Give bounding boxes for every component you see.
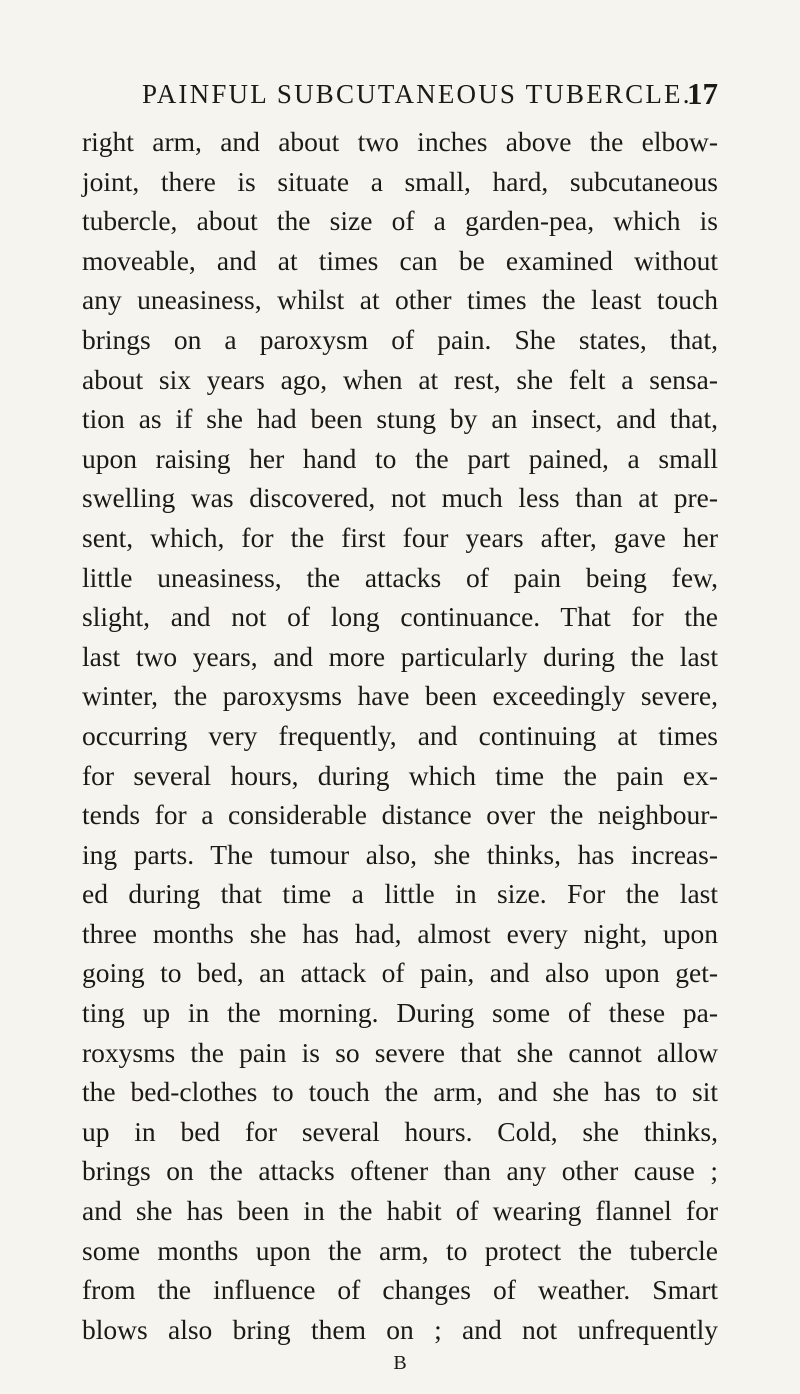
text-line: slight, and not of long continuance. That for the xyxy=(82,601,718,633)
text-line: brings on a paroxysm of pain. She states, that, xyxy=(82,323,718,355)
body-text xyxy=(82,122,718,1349)
text-line: brings on the attacks oftener than any other cause ; xyxy=(82,1155,718,1187)
text-line: blows also bring them on ; and not unfrequently xyxy=(82,1313,718,1345)
text-line: ing parts. The tumour also, she thinks, has increas- xyxy=(82,838,718,870)
text-line: roxysms the pain is so severe that she cannot allow xyxy=(82,1036,718,1068)
text-line: some months upon the arm, to protect the tubercle xyxy=(82,1234,718,1266)
text-line: right arm, and about two inches above the elbow- xyxy=(82,126,718,157)
text-line: swelling was discovered, not much less than at pre- xyxy=(82,482,718,514)
text-line: for several hours, during which time the pain ex- xyxy=(82,759,718,791)
text-line: last two years, and more particularly during the last xyxy=(82,640,718,672)
text-line: and she has been in the habit of wearing flannel for xyxy=(82,1195,718,1227)
text-line: sent, which, for the first four years after, gave her xyxy=(82,521,718,553)
text-line: three months she has had, almost every night, upon xyxy=(82,917,718,949)
running-title: PAINFUL SUBCUTANEOUS TUBERCLE. xyxy=(142,79,692,109)
text-line: tends for a considerable distance over the neighbour- xyxy=(82,799,718,831)
text-line: going to bed, an attack of pain, and also upon get- xyxy=(82,957,718,989)
text-line: from the influence of changes of weather. Smart xyxy=(82,1274,718,1306)
running-head xyxy=(82,74,718,114)
text-line: tion as if she had been stung by an insect, and that, xyxy=(82,403,718,435)
text-line: winter, the paroxysms have been exceedingly severe, xyxy=(82,680,718,712)
text-line: tubercle, about the size of a garden-pea, which is xyxy=(82,205,718,237)
text-line: ed during that time a little in size. For the last xyxy=(82,878,718,910)
text-line: up in bed for several hours. Cold, she thinks, xyxy=(82,1115,718,1147)
text-line: ting up in the morning. During some of these pa- xyxy=(82,997,718,1029)
signature-mark: B xyxy=(393,1352,407,1374)
text-line: upon raising her hand to the part pained, a small xyxy=(82,442,718,474)
text-line: about six years ago, when at rest, she felt a sensa- xyxy=(82,363,718,395)
text-line: joint, there is situate a small, hard, subcutaneous xyxy=(82,165,718,197)
text-line: the bed-clothes to touch the arm, and she has to sit xyxy=(82,1076,718,1108)
page-number: 17 xyxy=(687,76,718,111)
text-line: occurring very frequently, and continuing at times xyxy=(82,719,718,751)
text-line: little uneasiness, the attacks of pain being few, xyxy=(82,561,718,593)
text-line: any uneasiness, whilst at other times the least touch xyxy=(82,284,718,316)
text-line: moveable, and at times can be examined without xyxy=(82,244,718,276)
